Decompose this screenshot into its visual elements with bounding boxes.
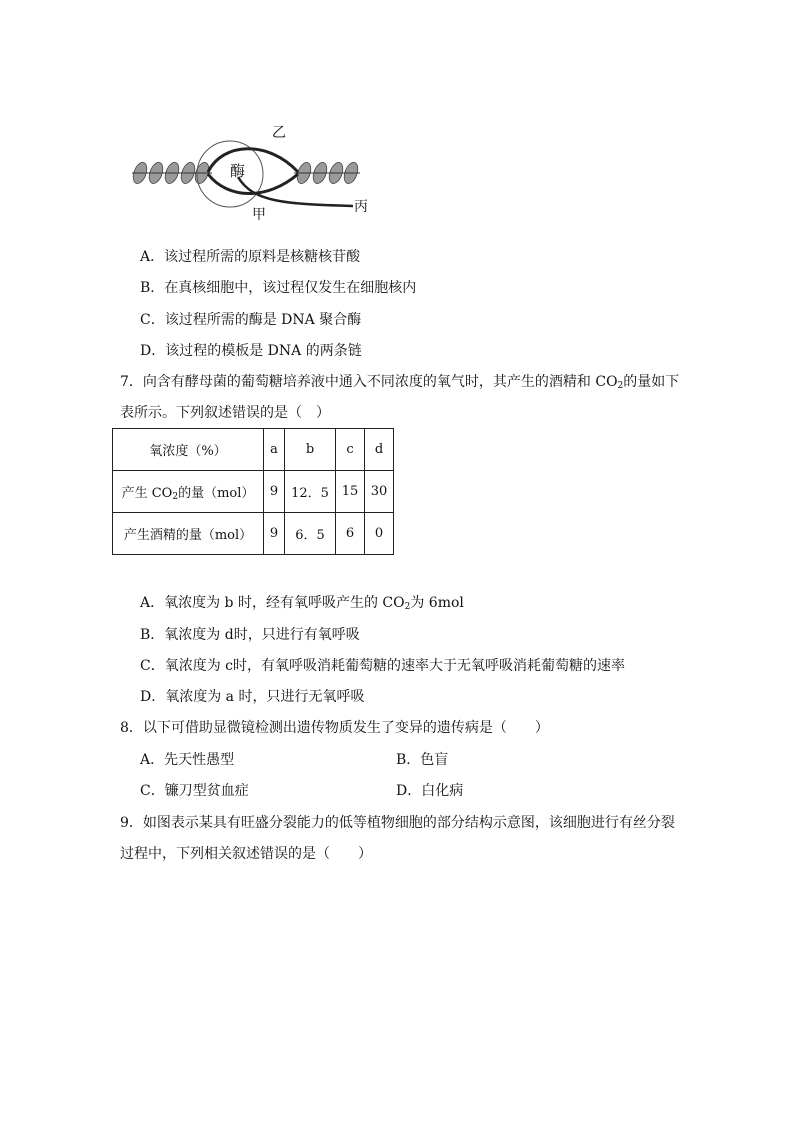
table-cell: 0 xyxy=(365,513,394,555)
q7-option-c: C．氧浓度为 c时，有氧呼吸消耗葡萄糖的速率大于无氧呼吸消耗葡萄糖的速率 xyxy=(140,658,626,674)
transcription-diagram xyxy=(128,122,378,227)
table-cell: 6 xyxy=(336,513,365,555)
table-header-cell: c xyxy=(336,429,365,471)
table-cell: 12．5 xyxy=(285,471,336,513)
q6-option-a: A．该过程所需的原料是核糖核苷酸 xyxy=(140,249,361,265)
table-row xyxy=(113,513,394,555)
table-header-cell: 氧浓度（%） xyxy=(113,429,264,471)
q9-stem-line1: 9．如图表示某具有旺盛分裂能力的低等植物细胞的部分结构示意图，该细胞进行有丝分裂 xyxy=(120,815,675,831)
q6-option-c: C．该过程所需的酶是 DNA 聚合酶 xyxy=(140,312,362,328)
strand-upper xyxy=(208,149,298,172)
label-yi: 乙 xyxy=(272,125,286,141)
q7-option-b: B．氧浓度为 d时，只进行有氧呼吸 xyxy=(140,627,360,643)
q9-stem-line2: 过程中，下列相关叙述错误的是（ ） xyxy=(120,846,372,862)
table-row-label: 产生 $CO_2$的量（mol） xyxy=(113,471,264,513)
table-cell: 9 xyxy=(264,471,285,513)
q8-option-a: A．先天性愚型 xyxy=(140,752,235,768)
q7-option-d: D．氧浓度为 a 时，只进行无氧呼吸 xyxy=(140,689,365,705)
table-row-label: 产生酒精的量（mol） xyxy=(113,513,264,555)
q7-stem-line2: 表所示。下列叙述错误的是（ ） xyxy=(120,405,330,421)
table-row xyxy=(113,471,394,513)
q7-stem-line1: 7．向含有酵母菌的葡萄糖培养液中通入不同浓度的氧气时，其产生的酒精和 $CO_2$的量如下 xyxy=(120,374,680,391)
q6-option-d: D．该过程的模板是 DNA 的两条链 xyxy=(140,343,362,359)
q8-option-b: B．色盲 xyxy=(396,752,449,768)
table-cell: 30 xyxy=(365,471,394,513)
oxygen-table xyxy=(112,428,394,555)
q8-option-d: D．白化病 xyxy=(396,783,464,799)
q8-stem: 8．以下可借助显微镜检测出遗传物质发生了变异的遗传病是（ ） xyxy=(120,720,549,736)
table-row xyxy=(113,429,394,471)
q8-option-c: C．镰刀型贫血症 xyxy=(140,783,249,799)
q7-option-a: A．氧浓度为 b 时，经有氧呼吸产生的 $CO_2$为 6mol xyxy=(140,595,464,612)
table-header-cell: d xyxy=(365,429,394,471)
table-cell: 15 xyxy=(336,471,365,513)
label-jia: 甲 xyxy=(252,207,266,223)
table-header-cell: b xyxy=(285,429,336,471)
table-cell: 6．5 xyxy=(285,513,336,555)
q6-option-b: B．在真核细胞中，该过程仅发生在细胞核内 xyxy=(140,280,417,296)
table-header-cell: a xyxy=(264,429,285,471)
label-bing: 丙 xyxy=(354,199,368,215)
label-enzyme: 酶 xyxy=(230,162,246,180)
table-cell: 9 xyxy=(264,513,285,555)
